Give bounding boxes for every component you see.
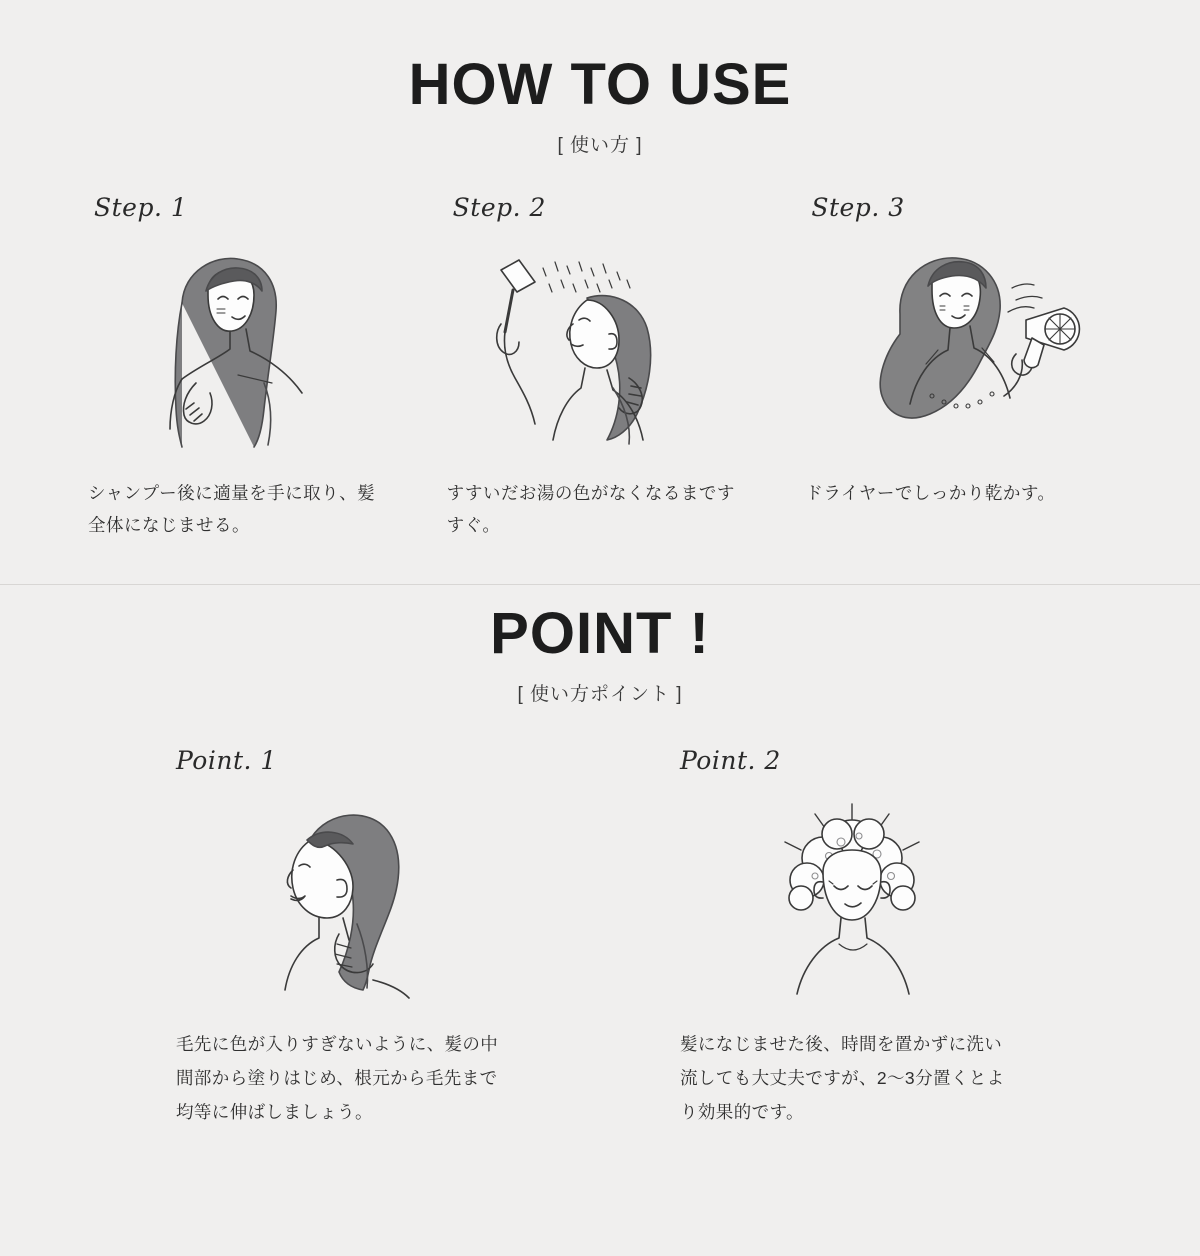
steps-row xyxy=(0,193,1200,542)
step-illustration-2 xyxy=(421,228,772,463)
point-label-2: Point. 2 xyxy=(680,745,781,775)
step-illustration-3 xyxy=(779,228,1130,463)
step-item-1 xyxy=(62,193,421,542)
how-to-use-page xyxy=(0,52,1200,1256)
how-to-use-subtitle: [ 使い方 ] xyxy=(557,135,643,156)
point-label-1: Point. 1 xyxy=(176,745,277,775)
step-caption-3: ドライヤーでしっかり乾かす。 xyxy=(805,483,1056,503)
point-caption-1: 毛先に色が入りすぎないように、髪の中間部から塗りはじめ、根元から毛先まで均等に伸ばしましょう。 xyxy=(176,1033,499,1122)
how-to-use-title: HOW TO USE xyxy=(408,52,792,117)
step-label-3: Step. 3 xyxy=(811,193,905,222)
point-caption-2: 髪になじませた後、時間を置かずに洗い流しても大丈夫ですが、2〜3分置くとより効果的です。 xyxy=(680,1033,1005,1122)
woman-profile-applying-color-icon xyxy=(233,784,463,1009)
point-illustration-2 xyxy=(600,779,1104,1009)
step-caption-1: シャンプー後に適量を手に取り、髪全体になじませる。 xyxy=(88,483,376,536)
step-label-2: Step. 2 xyxy=(452,193,546,222)
point-subtitle: [ 使い方ポイント ] xyxy=(517,683,683,705)
step-illustration-1 xyxy=(62,228,413,463)
points-row xyxy=(0,746,1200,1129)
point-item-2 xyxy=(600,746,1104,1129)
section-divider xyxy=(0,584,1200,585)
woman-with-lather-cap-icon xyxy=(737,784,967,1009)
step-item-3 xyxy=(779,193,1138,542)
point-title: POINT ! xyxy=(490,600,710,666)
woman-touching-hair-icon xyxy=(122,233,352,463)
step-item-2 xyxy=(421,193,780,542)
point-header xyxy=(0,600,1200,706)
step-label-1: Step. 1 xyxy=(94,193,188,222)
woman-blow-drying-hair-icon xyxy=(820,228,1090,463)
point-illustration-1 xyxy=(96,779,600,1009)
woman-rinsing-shower-icon xyxy=(461,228,731,463)
how-to-use-header xyxy=(0,52,1200,157)
point-item-1 xyxy=(96,746,600,1129)
step-caption-2: すすいだお湯の色がなくなるまですすぐ。 xyxy=(446,483,735,536)
